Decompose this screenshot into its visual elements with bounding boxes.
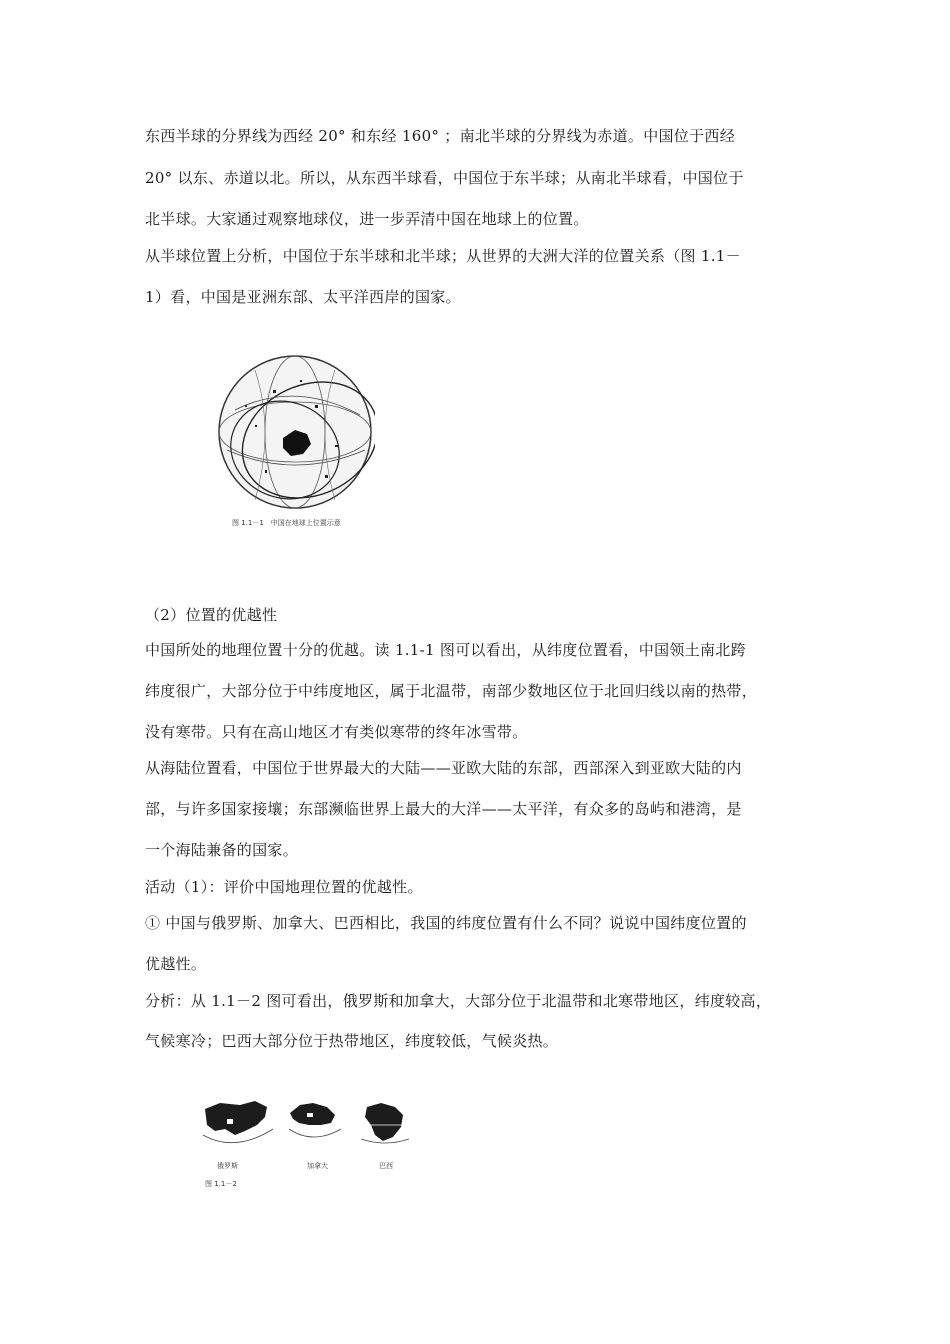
paragraph-line: 从海陆位置看，中国位于世界最大的大陆——亚欧大陆的东部，西部深入到亚欧大陆的内 xyxy=(145,759,742,777)
paragraph-line: 纬度很广，大部分位于中纬度地区，属于北温带，南部少数地区位于北回归线以南的热带， xyxy=(145,682,758,700)
paragraph-line: 1）看，中国是亚洲东部、太平洋西岸的国家。 xyxy=(145,288,461,306)
paragraph-line: 20° 以东、赤道以北。所以，从东西半球看，中国位于东半球；从南北半球看，中国位于 xyxy=(145,169,744,187)
paragraph-line: 气候寒冷；巴西大部分位于热带地区，纬度较低，气候炎热。 xyxy=(145,1032,559,1050)
map-label-canada: 加拿大 xyxy=(307,1162,328,1170)
paragraph-line: 没有寒带。只有在高山地区才有类似寒带的终年冰雪带。 xyxy=(145,723,528,741)
globe-figure xyxy=(215,350,375,515)
map-label-brazil: 巴西 xyxy=(379,1162,393,1170)
paragraph-line: 优越性。 xyxy=(145,955,207,973)
paragraph-line: 从半球位置上分析，中国位于东半球和北半球；从世界的大洲大洋的位置关系（图 1.1－ xyxy=(145,247,741,265)
section-heading: （2）位置的优越性 xyxy=(145,606,278,624)
paragraph-line: 一个海陆兼备的国家。 xyxy=(145,841,299,859)
paragraph-line: 中国所处的地理位置十分的优越。读 1.1-1 图可以看出，从纬度位置看，中国领土南北跨 xyxy=(145,641,746,659)
country-maps-figure xyxy=(195,1095,435,1185)
figure-caption: 图 1.1－2 xyxy=(205,1180,237,1188)
paragraph-line: 活动（1）：评价中国地理位置的优越性。 xyxy=(145,878,423,896)
paragraph-line: 部，与许多国家接壤；东部濒临世界上最大的大洋——太平洋，有众多的岛屿和港湾，是 xyxy=(145,800,742,818)
figure-caption: 图 1.1－1 中国在地球上位置示意 xyxy=(232,519,341,527)
country-maps-illustration xyxy=(195,1095,435,1185)
map-label-russia: 俄罗斯 xyxy=(217,1162,238,1170)
paragraph-line: 东西半球的分界线为西经 20° 和东经 160° ；南北半球的分界线为赤道。中国位于西经 xyxy=(145,127,735,145)
paragraph-line: 北半球。大家通过观察地球仪，进一步弄清中国在地球上的位置。 xyxy=(145,210,589,228)
paragraph-line: 分析：从 1.1－2 图可看出，俄罗斯和加拿大，大部分位于北温带和北寒带地区，纬度较高， xyxy=(145,992,772,1010)
globe-illustration xyxy=(215,350,375,515)
paragraph-line: ① 中国与俄罗斯、加拿大、巴西相比，我国的纬度位置有什么不同？说说中国纬度位置的 xyxy=(145,914,747,932)
